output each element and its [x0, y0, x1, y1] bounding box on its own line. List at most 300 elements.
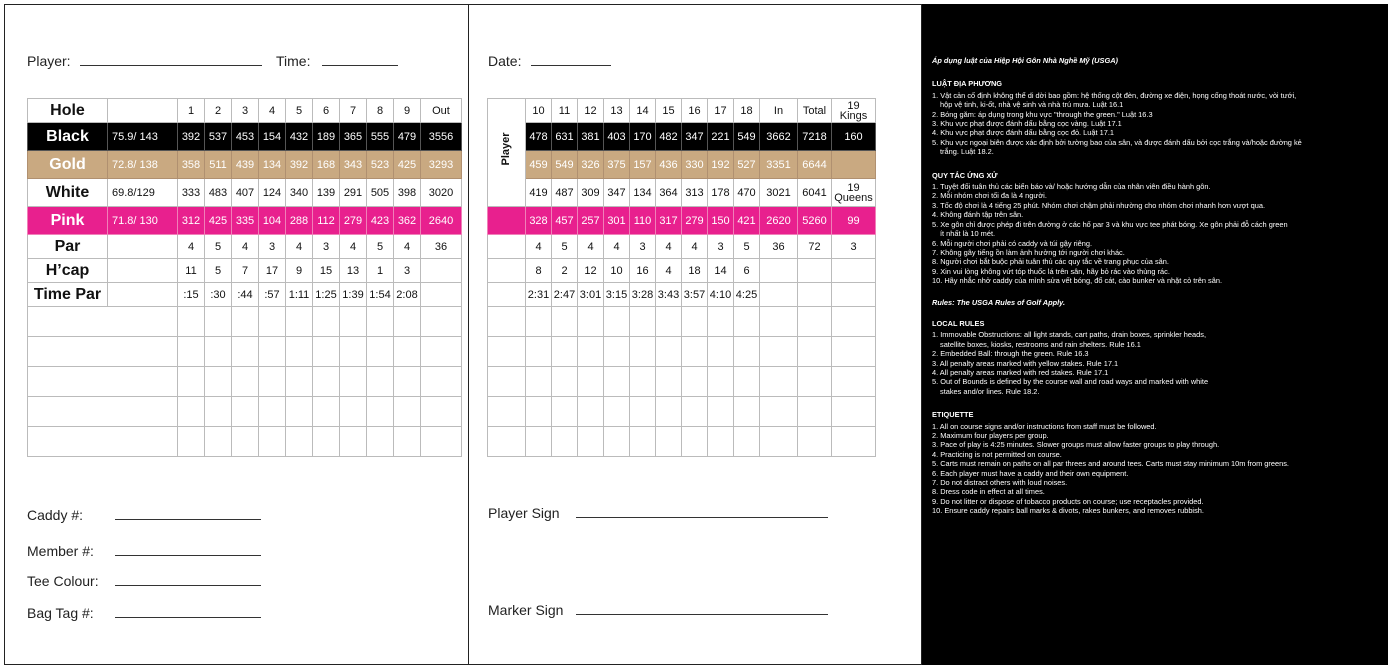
score-cell: 134 — [259, 151, 286, 179]
black-row — [28, 123, 462, 151]
rule-item: trắng. Luật 18.2. — [940, 147, 994, 157]
rule-item: stakes and/or lines. Rule 18.2. — [940, 386, 1040, 396]
score-entry-cell[interactable] — [526, 397, 552, 427]
score-entry-cell[interactable] — [313, 427, 340, 457]
score-entry-cell[interactable] — [313, 397, 340, 427]
score-cell: 537 — [205, 123, 232, 151]
score-entry-cell[interactable] — [552, 307, 578, 337]
score-cell: 4:25 — [734, 283, 760, 307]
marker-sign-line[interactable] — [576, 614, 828, 615]
score-cell: 4 — [286, 235, 313, 259]
score-entry-cell[interactable] — [178, 337, 205, 367]
score-entry-cell[interactable] — [832, 397, 876, 427]
score-cell: 2:08 — [394, 283, 421, 307]
score-entry-cell[interactable] — [630, 397, 656, 427]
score-entry-cell[interactable] — [394, 427, 421, 457]
caddy-line[interactable] — [115, 519, 261, 520]
score-entry-cell[interactable] — [656, 427, 682, 457]
score-cell: 14 — [708, 259, 734, 283]
score-cell: 4 — [656, 235, 682, 259]
hole-number: 15 — [656, 99, 682, 123]
score-entry-cell[interactable] — [421, 427, 462, 457]
score-cell: 3 — [394, 259, 421, 283]
member-field[interactable] — [27, 543, 261, 559]
score-entry-cell[interactable] — [578, 397, 604, 427]
score-cell: 4 — [578, 235, 604, 259]
hole-label: Hole — [28, 99, 108, 123]
score-entry-cell[interactable] — [832, 367, 876, 397]
score-entry-cell[interactable] — [656, 337, 682, 367]
score-entry-cell[interactable] — [488, 337, 526, 367]
hole-number: 11 — [552, 99, 578, 123]
date-line[interactable] — [531, 65, 611, 66]
tee-colour-line[interactable] — [115, 585, 261, 586]
score-entry-cell[interactable] — [340, 427, 367, 457]
score-entry-cell[interactable] — [340, 337, 367, 367]
score-entry-cell[interactable] — [313, 307, 340, 337]
score-entry-cell[interactable] — [259, 397, 286, 427]
score-entry-cell[interactable] — [760, 337, 798, 367]
score-cell: 150 — [708, 207, 734, 235]
gold-label: Gold — [28, 151, 108, 179]
par-row — [28, 235, 462, 259]
score-cell — [832, 259, 876, 283]
score-entry-cell[interactable] — [178, 397, 205, 427]
rule-item: 6. Each player must have a caddy and their own equipment. — [932, 468, 1129, 478]
back-nine-panel — [468, 4, 922, 665]
score-entry-cell[interactable] — [734, 427, 760, 457]
score-cell — [421, 259, 462, 283]
score-entry-cell[interactable] — [760, 397, 798, 427]
score-entry-cell[interactable] — [394, 307, 421, 337]
score-entry-cell[interactable] — [630, 427, 656, 457]
score-cell: 4:10 — [708, 283, 734, 307]
caddy-field[interactable] — [27, 507, 261, 523]
player-label: Player: — [27, 53, 71, 69]
back-hole-header-row — [488, 99, 876, 123]
player-name-cell[interactable] — [28, 367, 178, 397]
rule-item: 3. Khu vực phạt được đánh dấu bằng cọc vàng. Luật 17.1 — [932, 119, 1122, 129]
score-entry-cell[interactable] — [798, 367, 832, 397]
score-cell: 3662 — [760, 123, 798, 151]
back-white-row — [488, 179, 876, 207]
score-cell: 3021 — [760, 179, 798, 207]
player-name-cell[interactable] — [28, 307, 178, 337]
score-entry-cell[interactable] — [259, 367, 286, 397]
score-entry-cell[interactable] — [552, 397, 578, 427]
score-entry-cell[interactable] — [259, 307, 286, 337]
rule-item: 4. Khu vực phạt được đánh dấu bằng cọc đỏ. Luật 17.1 — [932, 128, 1114, 138]
score-entry-cell[interactable] — [656, 307, 682, 337]
score-entry-cell[interactable] — [682, 307, 708, 337]
score-entry-cell[interactable] — [394, 367, 421, 397]
side-cell — [488, 259, 526, 283]
bag-tag-field[interactable] — [27, 605, 261, 621]
rule-item: 5. Carts must remain on paths on all par threes and around tees. Carts must stay minimum 10m from greens. — [932, 459, 1289, 469]
hole-header-row — [28, 99, 462, 123]
score-cell: 168 — [313, 151, 340, 179]
score-entry-cell[interactable] — [682, 427, 708, 457]
score-entry-cell[interactable] — [232, 427, 259, 457]
score-entry-cell[interactable] — [178, 367, 205, 397]
score-cell: 482 — [656, 123, 682, 151]
score-entry-cell[interactable] — [734, 307, 760, 337]
score-entry-cell[interactable] — [286, 367, 313, 397]
score-entry-cell[interactable] — [630, 307, 656, 337]
score-entry-cell[interactable] — [205, 307, 232, 337]
score-entry-cell[interactable] — [630, 367, 656, 397]
en-etiquette-heading: ETIQUETTE — [932, 410, 974, 420]
member-line[interactable] — [115, 555, 261, 556]
hole-number: 9 — [394, 99, 421, 123]
score-entry-cell[interactable] — [708, 337, 734, 367]
hole-number: 16 — [682, 99, 708, 123]
score-cell: 330 — [682, 151, 708, 179]
score-cell: 483 — [205, 179, 232, 207]
score-cell — [798, 259, 832, 283]
score-cell: 407 — [232, 179, 259, 207]
score-entry-cell[interactable] — [578, 337, 604, 367]
score-cell: 10 — [604, 259, 630, 283]
score-cell — [760, 259, 798, 283]
score-cell: 18 — [682, 259, 708, 283]
marker-sign-field[interactable] — [488, 602, 828, 618]
tee-colour-field[interactable] — [27, 573, 261, 589]
score-entry-cell[interactable] — [367, 307, 394, 337]
score-entry-cell[interactable] — [552, 367, 578, 397]
score-entry-cell[interactable] — [205, 427, 232, 457]
score-entry-cell[interactable] — [526, 307, 552, 337]
black-rating: 75.9/ 143 — [108, 123, 178, 151]
score-entry-cell[interactable] — [340, 307, 367, 337]
score-cell: 17 — [259, 259, 286, 283]
score-entry-cell[interactable] — [708, 397, 734, 427]
score-entry-cell[interactable] — [604, 337, 630, 367]
score-entry-cell[interactable] — [552, 427, 578, 457]
score-entry-cell[interactable] — [232, 307, 259, 337]
vn-local-rules-heading: LUẬT ĐỊA PHƯƠNG — [932, 79, 1003, 89]
rule-item: 4. Practicing is not permitted on course. — [932, 449, 1062, 459]
score-entry-cell[interactable] — [708, 427, 734, 457]
marker-sign-label: Marker Sign — [488, 602, 564, 618]
score-entry-cell[interactable] — [232, 367, 259, 397]
score-cell: 4 — [178, 235, 205, 259]
score-entry-cell[interactable] — [421, 307, 462, 337]
back-par-row — [488, 235, 876, 259]
score-entry-cell[interactable] — [526, 427, 552, 457]
score-entry-cell[interactable] — [708, 367, 734, 397]
score-cell: 279 — [340, 207, 367, 235]
score-entry-cell[interactable] — [286, 427, 313, 457]
side-cell — [488, 207, 526, 235]
blank-score-row — [28, 397, 462, 427]
score-cell: 343 — [340, 151, 367, 179]
hole-number: 2 — [205, 99, 232, 123]
player-sign-line[interactable] — [576, 517, 828, 518]
score-entry-cell[interactable] — [798, 427, 832, 457]
rule-item: 1. Vật cản cố định không thể di dời bao gồm: hệ thống cột đèn, đường xe điện, họng cống thoát nước, vòi tưới, — [932, 90, 1297, 100]
rule-item: 10. Ensure caddy repairs ball marks & divots, rakes bunkers, and removes rubbish. — [932, 506, 1204, 516]
rule-item: hộp vệ tinh, ki-ốt, nhà vệ sinh và nhà trú mưa. Luật 16.1 — [940, 100, 1124, 110]
player-line[interactable] — [80, 65, 262, 66]
score-entry-cell[interactable] — [178, 427, 205, 457]
score-entry-cell[interactable] — [760, 307, 798, 337]
en-rules-title: Rules: The USGA Rules of Golf Apply. — [932, 297, 1066, 307]
score-entry-cell[interactable] — [604, 397, 630, 427]
score-entry-cell[interactable] — [367, 367, 394, 397]
score-entry-cell[interactable] — [232, 397, 259, 427]
score-cell: 4 — [526, 235, 552, 259]
score-cell: 3:43 — [656, 283, 682, 307]
bag-tag-line[interactable] — [115, 617, 261, 618]
hole-number: 8 — [367, 99, 394, 123]
vn-etiquette-heading: QUY TẮC ỨNG XỬ — [932, 170, 998, 180]
back-gold-row — [488, 151, 876, 179]
hole-19-kings-cell — [832, 99, 876, 123]
score-cell: 221 — [708, 123, 734, 151]
score-cell: 5 — [205, 259, 232, 283]
rule-item: 2. Maximum four players per group. — [932, 431, 1049, 440]
score-entry-cell[interactable] — [488, 367, 526, 397]
score-entry-cell[interactable] — [798, 337, 832, 367]
score-cell: 134 — [630, 179, 656, 207]
score-entry-cell[interactable] — [205, 337, 232, 367]
score-entry-cell[interactable] — [205, 397, 232, 427]
white-label: White — [28, 179, 108, 207]
score-entry-cell[interactable] — [552, 337, 578, 367]
score-entry-cell[interactable] — [734, 337, 760, 367]
par-rating — [108, 235, 178, 259]
rule-item: 3. Tốc độ chơi là 4 tiếng 25 phút. Nhóm chơi chậm phải nhường cho nhóm chơi nhanh hơn vượt qua. — [932, 200, 1266, 210]
score-cell: 6644 — [798, 151, 832, 179]
time-label: Time: — [276, 53, 311, 69]
score-entry-cell[interactable] — [604, 307, 630, 337]
score-entry-cell[interactable] — [421, 337, 462, 367]
score-entry-cell[interactable] — [734, 397, 760, 427]
score-cell: 511 — [205, 151, 232, 179]
score-entry-cell[interactable] — [682, 397, 708, 427]
score-entry-cell[interactable] — [604, 367, 630, 397]
score-cell: 5260 — [798, 207, 832, 235]
front-nine-panel — [4, 4, 468, 665]
score-cell: 317 — [656, 207, 682, 235]
rule-item: 6. Mỗi người chơi phải có caddy và túi gậy riêng. — [932, 238, 1093, 248]
score-cell: 6 — [734, 259, 760, 283]
score-entry-cell[interactable] — [367, 397, 394, 427]
score-entry-cell[interactable] — [734, 367, 760, 397]
score-cell: 419 — [526, 179, 552, 207]
score-cell: 436 — [656, 151, 682, 179]
score-cell: 2:47 — [552, 283, 578, 307]
hcap-rating — [108, 259, 178, 283]
score-cell: 4 — [232, 235, 259, 259]
score-cell: 9 — [286, 259, 313, 283]
score-entry-cell[interactable] — [313, 367, 340, 397]
score-cell: 403 — [604, 123, 630, 151]
score-entry-cell[interactable] — [630, 337, 656, 367]
rule-item: 5. Xe gôn chỉ được phép đi trên đường ở các hố par 3 và khu vực tee phát bóng. Xe gôn phải đỗ cách green — [932, 219, 1288, 229]
score-cell: 288 — [286, 207, 313, 235]
score-entry-cell[interactable] — [488, 427, 526, 457]
score-cell: 439 — [232, 151, 259, 179]
time-line[interactable] — [322, 65, 398, 66]
score-cell: 3020 — [421, 179, 462, 207]
score-entry-cell[interactable] — [682, 337, 708, 367]
score-cell: 2:31 — [526, 283, 552, 307]
white-row — [28, 179, 462, 207]
player-label-cell — [488, 99, 526, 207]
hole-19-number: 19 — [847, 181, 860, 194]
score-entry-cell[interactable] — [488, 397, 526, 427]
score-entry-cell[interactable] — [798, 397, 832, 427]
pink-rating: 71.8/ 130 — [108, 207, 178, 235]
rule-item: 2. Embedded Ball: through the green. Rule 16.3 — [932, 349, 1089, 359]
score-cell: 160 — [832, 123, 876, 151]
hcap-row — [28, 259, 462, 283]
score-cell: 3:57 — [682, 283, 708, 307]
score-cell: 192 — [708, 151, 734, 179]
score-cell — [832, 283, 876, 307]
score-entry-cell[interactable] — [394, 397, 421, 427]
score-entry-cell[interactable] — [286, 337, 313, 367]
hcap-label: H’cap — [28, 259, 108, 283]
score-entry-cell[interactable] — [682, 367, 708, 397]
score-entry-cell[interactable] — [178, 307, 205, 337]
score-cell: 3 — [832, 235, 876, 259]
side-cell — [488, 235, 526, 259]
score-entry-cell[interactable] — [205, 367, 232, 397]
score-entry-cell[interactable] — [832, 307, 876, 337]
en-etiquette-list — [932, 422, 1378, 516]
time-field[interactable] — [276, 53, 398, 69]
score-cell: 4 — [394, 235, 421, 259]
score-cell: 340 — [286, 179, 313, 207]
score-entry-cell[interactable] — [656, 397, 682, 427]
player-name-cell[interactable] — [28, 427, 178, 457]
blank-score-row — [28, 427, 462, 457]
score-entry-cell[interactable] — [708, 307, 734, 337]
score-cell: 335 — [232, 207, 259, 235]
score-entry-cell[interactable] — [421, 397, 462, 427]
score-entry-cell[interactable] — [394, 337, 421, 367]
rule-item: satellite boxes, kiosks, restrooms and rain shelters. Rule 16.1 — [940, 339, 1141, 349]
hole-number: Out — [421, 99, 462, 123]
score-entry-cell[interactable] — [313, 337, 340, 367]
score-cell: 453 — [232, 123, 259, 151]
hole-19-queens-cell — [832, 179, 876, 207]
score-cell: 7218 — [798, 123, 832, 151]
score-entry-cell[interactable] — [259, 337, 286, 367]
score-cell: :15 — [178, 283, 205, 307]
blank-score-row — [488, 397, 876, 427]
score-entry-cell[interactable] — [604, 427, 630, 457]
score-cell: 3351 — [760, 151, 798, 179]
score-cell: 154 — [259, 123, 286, 151]
vn-rules-title: Áp dụng luật của Hiệp Hội Gôn Nhà Nghề Mỹ (USGA) — [932, 56, 1118, 65]
black-label: Black — [28, 123, 108, 151]
player-field[interactable] — [27, 53, 262, 69]
player-sign-field[interactable] — [488, 505, 828, 521]
score-entry-cell[interactable] — [259, 427, 286, 457]
rating-header-cell — [108, 99, 178, 123]
score-cell: 523 — [367, 151, 394, 179]
score-cell: 1:54 — [367, 283, 394, 307]
score-entry-cell[interactable] — [526, 337, 552, 367]
back-black-row — [488, 123, 876, 151]
score-entry-cell[interactable] — [286, 307, 313, 337]
score-entry-cell[interactable] — [286, 397, 313, 427]
score-cell: 313 — [682, 179, 708, 207]
back-hcap-row — [488, 259, 876, 283]
score-cell: 362 — [394, 207, 421, 235]
score-entry-cell[interactable] — [367, 337, 394, 367]
hole-number: 13 — [604, 99, 630, 123]
score-cell: :44 — [232, 283, 259, 307]
rule-item: 1. Immovable Obstructions: all light stands, cart paths, drain boxes, sprinkler heads, — [932, 330, 1206, 340]
score-entry-cell[interactable] — [832, 427, 876, 457]
score-entry-cell[interactable] — [832, 337, 876, 367]
score-entry-cell[interactable] — [340, 367, 367, 397]
player-vertical-text: Player — [500, 132, 512, 166]
score-cell: 347 — [604, 179, 630, 207]
score-cell: 392 — [286, 151, 313, 179]
score-cell: 5 — [205, 235, 232, 259]
en-local-rules-list — [932, 330, 1378, 396]
rule-item: 8. Người chơi bắt buộc phải tuân thủ các quy tắc về trang phục của sân. — [932, 257, 1169, 267]
hole-19-number: 19 — [847, 99, 860, 112]
player-name-cell[interactable] — [28, 397, 178, 427]
score-cell: 326 — [578, 151, 604, 179]
rule-item: 3. All penalty areas marked with yellow stakes. Rule 17.1 — [932, 358, 1119, 368]
score-cell — [760, 283, 798, 307]
score-entry-cell[interactable] — [367, 427, 394, 457]
date-field[interactable] — [488, 53, 611, 69]
score-entry-cell[interactable] — [798, 307, 832, 337]
score-entry-cell[interactable] — [656, 367, 682, 397]
score-cell: 3:28 — [630, 283, 656, 307]
score-entry-cell[interactable] — [526, 367, 552, 397]
score-entry-cell[interactable] — [578, 307, 604, 337]
score-cell: 375 — [604, 151, 630, 179]
player-name-cell[interactable] — [28, 337, 178, 367]
score-cell: 365 — [340, 123, 367, 151]
score-cell: 291 — [340, 179, 367, 207]
score-entry-cell[interactable] — [421, 367, 462, 397]
score-cell: 4 — [604, 235, 630, 259]
score-entry-cell[interactable] — [760, 367, 798, 397]
score-cell: 364 — [656, 179, 682, 207]
score-cell: 555 — [367, 123, 394, 151]
score-cell: 5 — [552, 235, 578, 259]
score-entry-cell[interactable] — [488, 307, 526, 337]
gold-row — [28, 151, 462, 179]
score-cell: 12 — [578, 259, 604, 283]
score-cell: 4 — [340, 235, 367, 259]
score-cell: 72 — [798, 235, 832, 259]
score-cell: :30 — [205, 283, 232, 307]
score-cell: 3:15 — [604, 283, 630, 307]
score-entry-cell[interactable] — [340, 397, 367, 427]
score-entry-cell[interactable] — [232, 337, 259, 367]
score-cell: 312 — [178, 207, 205, 235]
score-entry-cell[interactable] — [760, 427, 798, 457]
score-entry-cell[interactable] — [578, 367, 604, 397]
timepar-label: Time Par — [28, 283, 108, 307]
date-label: Date: — [488, 53, 522, 69]
score-entry-cell[interactable] — [578, 427, 604, 457]
back-nine-scorecard — [487, 98, 876, 457]
hole-number: 10 — [526, 99, 552, 123]
